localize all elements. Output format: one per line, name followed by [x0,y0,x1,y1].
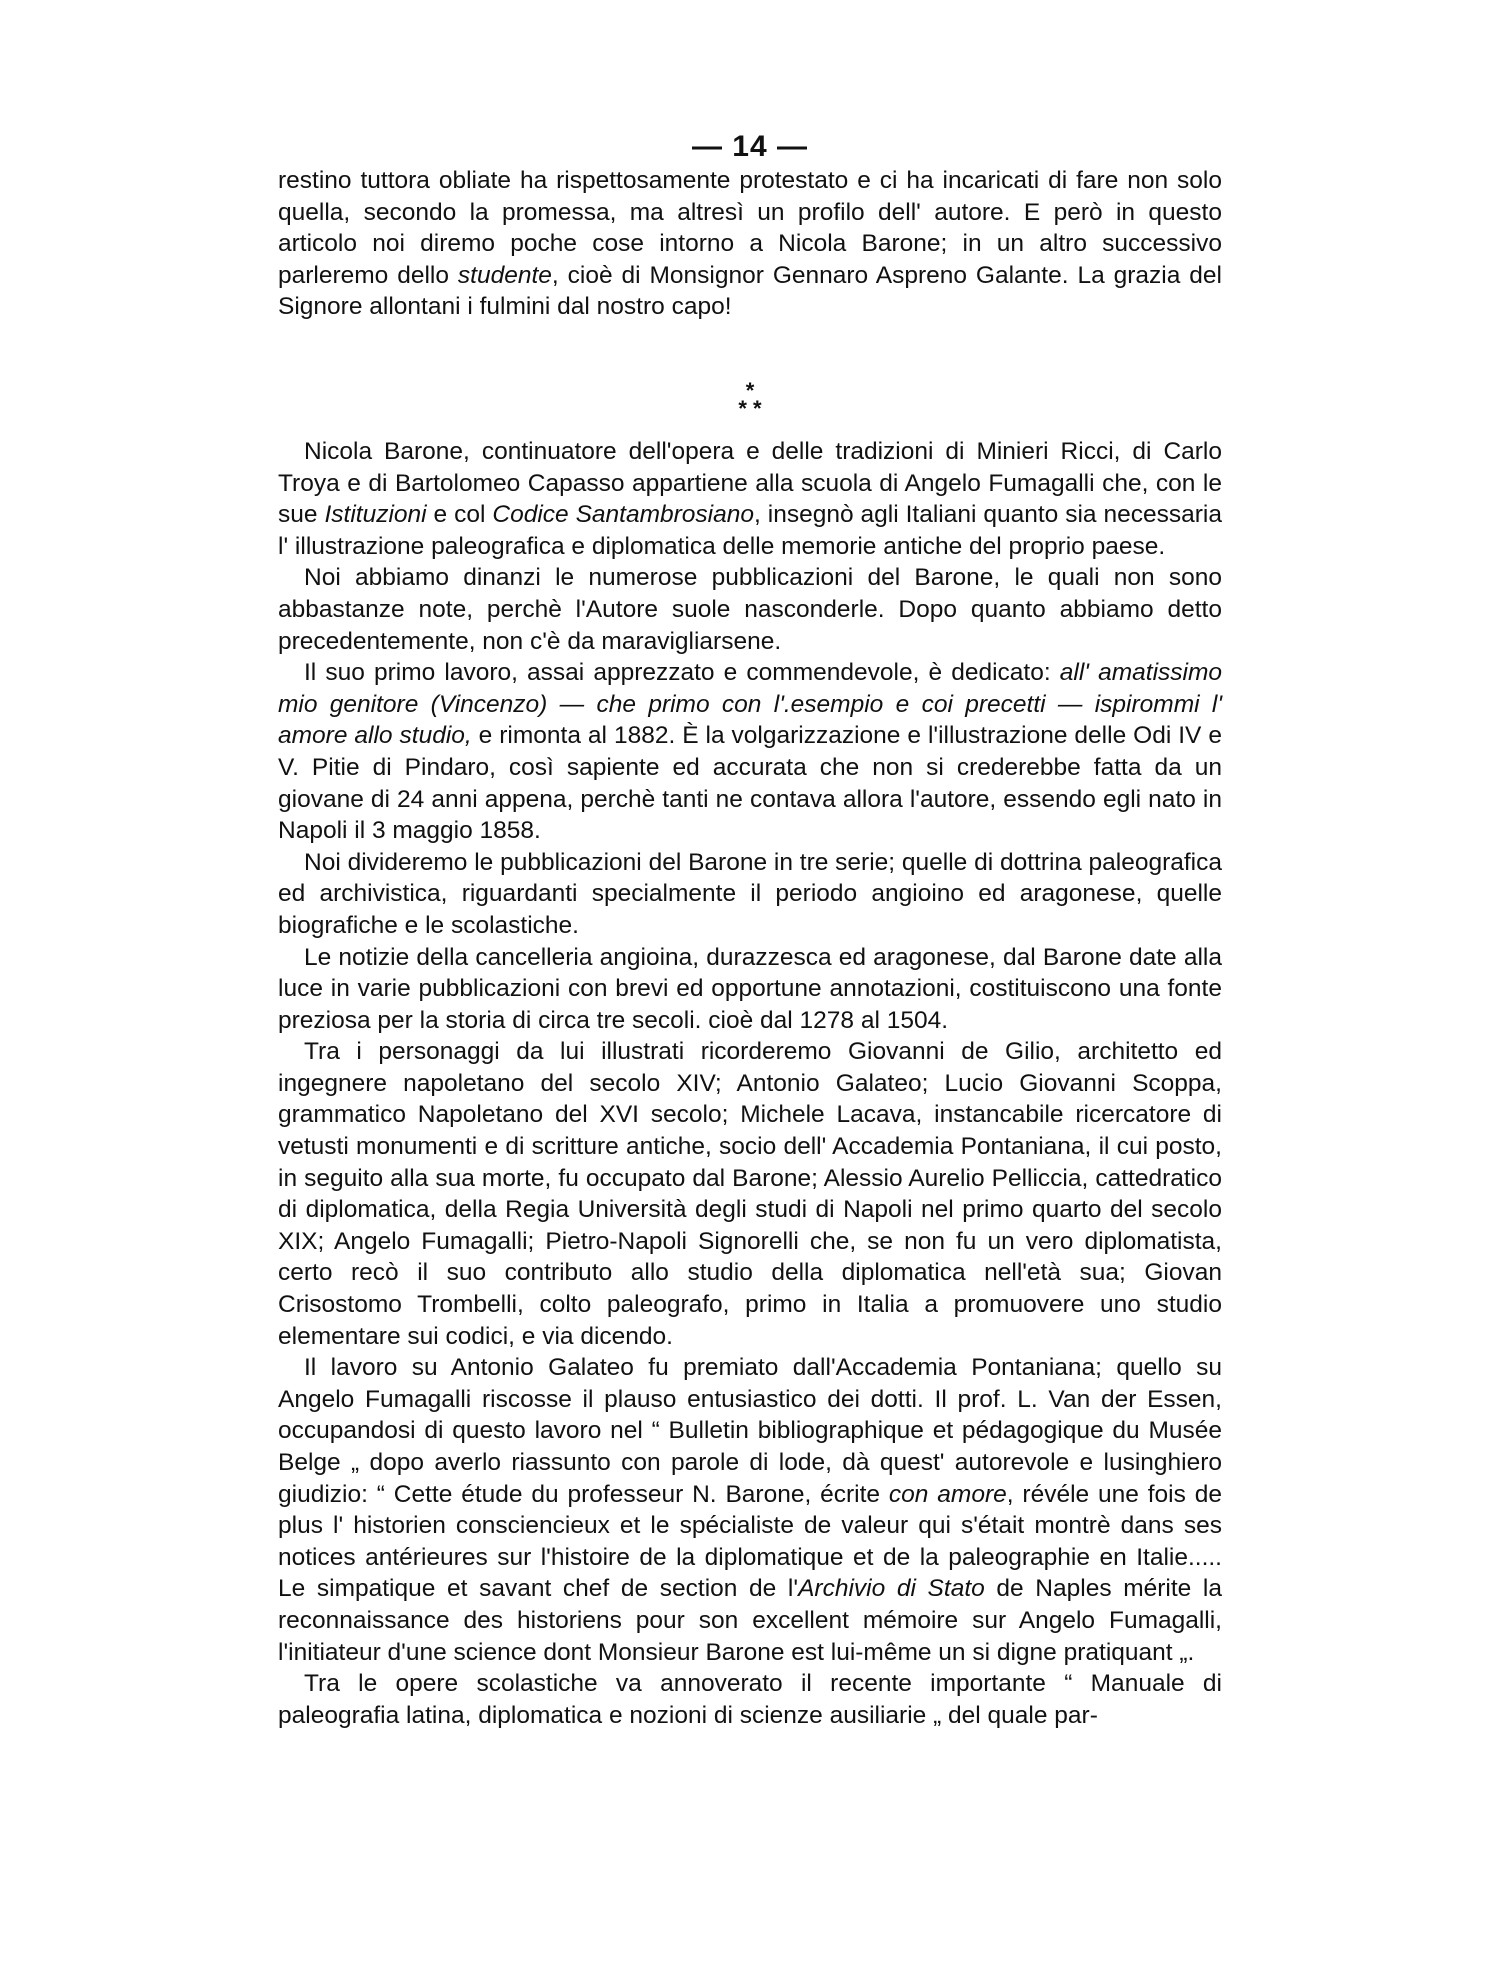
emphasis-text: Archivio di Stato [798,1575,985,1603]
body-text-block [278,436,1222,1731]
paragraph-text: , révéle une fois de plus l' historien consciencieux et le spécialiste de valeur qui s'était montrè dans ses notices antérieures sur l'histoire de la diplomatique et de la paleographie en Italie..... Le simpatique et savant chef de section de l' [278,1480,1222,1603]
asterism-top: * [745,378,755,403]
paragraph-text: Le notizie della cancelleria angioina, durazzesca ed aragonese, dal Barone date alla luce in varie pubblicazioni con brevi ed opportune annotazioni, costituiscono una fonte preziosa per la storia di circa tre secoli. cioè dal 1278 al 1504. [278,943,1222,1034]
paragraph [278,847,1222,942]
paragraph [278,436,1222,562]
paragraph-text: Il suo primo lavoro, assai apprezzato e commendevole, è dedicato: [304,659,1060,687]
paragraph [278,562,1222,657]
paragraph-text: Il lavoro su Antonio Galateo fu premiato dall'Accademia Pontaniana; quello su Angelo Fumagalli riscosse il plauso entusiastico dei dotti. Il prof. L. Van der Essen, occupandosi di questo lavoro nel “ Bulletin bibliographique et pédagogique du Musée Belge „ dopo averlo riassunto con parole di lode, dà quest' autorevole e lusinghiero giudizio: “ Cette étude du professeur N. Barone, écrite [278,1354,1222,1508]
paragraph-text: e col [426,501,493,529]
emphasis-text: con amore [888,1480,1007,1508]
intro-text-block [278,165,1222,323]
emphasis-text: studente [457,261,552,289]
emphasis-text: Istituzioni [324,501,427,529]
paragraph [278,1352,1222,1668]
paragraph [278,1036,1222,1352]
paragraph-text: , cioè di Monsignor Gennaro Aspreno Galante. La grazia del Signore allontani i fulmini dal nostro capo! [278,261,1222,321]
emphasis-text: Codice Santambrosiano [492,501,754,529]
paragraph-text: Noi divideremo le pubblicazioni del Barone in tre serie; quelle di dottrina paleografica ed archivistica, riguardanti specialmente il periodo angioino ed aragonese, quelle biografiche e le scolastiche. [278,848,1222,939]
asterism-divider [0,378,1500,421]
page-number: — 14 — [691,130,809,163]
paragraph [278,942,1222,1037]
paragraph-text: Tra i personaggi da lui illustrati ricorderemo Giovanni de Gilio, architetto ed ingegnere napoletano del secolo XIV; Antonio Galateo; Lucio Giovanni Scoppa, grammatico Napoletano del XVI secolo; Michele Lacava, instancabile ricercatore di vetusti monumenti e di scritture antiche, socio dell' Accademia Pontaniana, il cui posto, in seguito alla sua morte, fu occupato dal Barone; Alessio Aurelio Pelliccia, cattedratico di diplomatica, della Regia Università degli studi di Napoli nel primo quarto del secolo XIX; Angelo Fumagalli; Pietro-Napoli Signorelli che, se non fu un vero diplomatista, certo recò il suo contributo allo studio della diplomatica nell'età sua; Giovan Crisostomo Trombelli, colto paleografo, primo in Italia a promuovere uno studio elementare sui codici, e via dicendo. [278,1038,1222,1350]
emphasis-text: all' amatissimo mio genitore (Vincenzo) — che primo con l'.esempio e coi precetti — ispirommi l' amore allo studio, [278,659,1222,750]
paragraph-text: Nicola Barone, continuatore dell'opera e delle tradizioni di Minieri Ricci, di Carlo Troya e di Bartolomeo Capasso appartiene alla scuola di Angelo Fumagalli che, con le sue [278,438,1222,529]
asterism-bottom: * * [738,396,762,421]
paragraph-text: , insegnò agli Italiani quanto sia necessaria l' illustrazione paleografica e diplomatica delle memorie antiche del proprio paese. [278,501,1222,560]
paragraph-continuation [278,165,1222,323]
paragraph-text: restino tuttora obliate ha rispettosamente protestato e ci ha incaricati di fare non solo quella, secondo la promessa, ma altresì un profilo dell' autore. E però in questo articolo noi diremo poche cose intorno a Nicola Barone; in un altro successivo parleremo dello [278,167,1222,289]
paragraph-text: Noi abbiamo dinanzi le numerose pubblicazioni del Barone, le quali non sono abbastanze note, perchè l'Autore suole nasconderle. Dopo quanto abbiamo detto precedentemente, non c'è da maravigliarsene. [278,564,1222,655]
paragraph-text: de Naples mérite la reconnaissance des historiens pour son excellent mémoire sur Angelo Fumagalli, l'initiateur d'une science dont Monsieur Barone est lui-même un si digne pratiquant „. [278,1575,1222,1666]
paragraph [278,657,1222,847]
paragraph-text: e rimonta al 1882. È la volgarizzazione e l'illustrazione delle Odi IV e V. Pitie di Pindaro, così sapiente ed accurata che non si crederebbe fatta da un giovane di 24 anni appena, perchè tanti ne contava allora l'autore, essendo egli nato in Napoli il 3 maggio 1858. [278,722,1222,845]
paragraph [278,1668,1222,1731]
paragraph-text: Tra le opere scolastiche va annoverato il recente importante “ Manuale di paleografia latina, diplomatica e nozioni di scienze ausiliarie „ del quale par- [278,1670,1222,1729]
